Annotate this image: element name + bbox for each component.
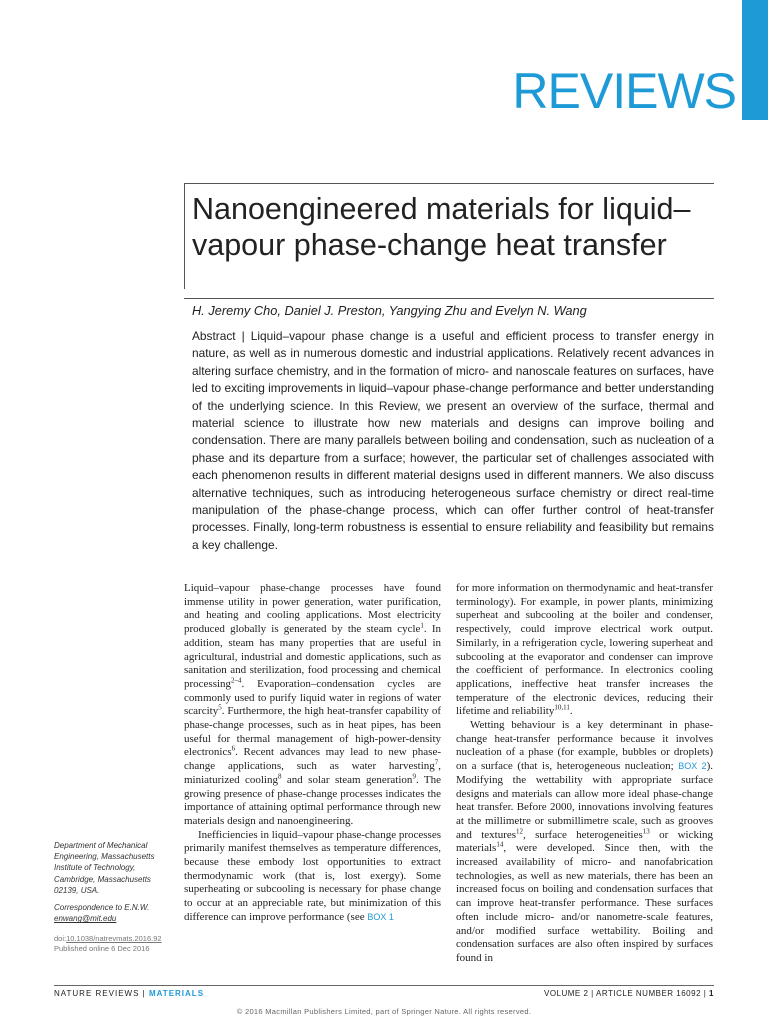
citation-ref[interactable]: 9 [412,772,416,781]
citation-ref[interactable]: 2–4 [231,676,242,685]
authors-rule [184,298,714,299]
citation-ref[interactable]: 6 [231,744,236,753]
citation-ref[interactable]: 7 [434,758,439,767]
title-top-rule [184,183,714,184]
citation-ref[interactable]: 13 [642,827,650,835]
citation-ref[interactable]: 12 [516,827,524,835]
paragraph-intro: Liquid–vapour phase-change processes have found immense utility in power generation, water purification, and heating and cooling applications. Most electricity produced globally is generated by the steam cycle$^1$. In addition, steam has many properties that are useful in agricultural, industrial and domestic applications, such as sanitation and sterilization, food processing and chemical processing$^{2-4}$. Evaporation–condensation cycles are commonly used to purify liquid water in regions of water scarcity$^5$. Furthermore, the high heat-transfer capability of phase-change processes, such as in heat pipes, has been useful for thermal management of high-power-density electronics$^6$. Recent advances may lead to new phase-change applications, such as water harvesting$^7$, miniaturized cooling$^8$ and solar steam generation$^9$. The growing presence of phase-change processes indicates the importance of attaining optimal performance through new materials design and nanoengineering. [184,582,441,827]
body-column-right [456,582,713,966]
footer-rule [54,985,714,986]
section-accent-bar [742,0,768,120]
abstract-text: Abstract | Liquid–vapour phase change is a useful and efficient process to transfer energy in nature, as well as in numerous domestic and industrial applications. Relatively recent advances in altering surface chemistry, and in the formation of micro- and nanoscale features on surfaces, have led to exciting improvements in liquid–vapour phase-change performance and better understanding of the underlying science. In this Review, we present an overview of the surface, thermal and material science to illustrate how new materials and designs can improve boiling and condensation. There are many parallels between boiling and condensation, such as nucleation of a phase and its departure from a surface; however, the particular set of challenges associated with each phenomenon results in different material designs used in different manners. We also discuss alternative techniques, such as introducing heterogeneous surface chemistry or direct real-time manipulation of the phase-change process, which can offer further control of heat-transfer processes. Finally, long-term robustness is essential to ensure reliability and feasibility but remains a key challenge. [192,329,714,552]
journal-section: MATERIALS [148,989,205,998]
citation-ref[interactable]: 1 [420,621,424,630]
citation-ref[interactable]: 10,11 [554,703,570,712]
paragraph-wetting: Wetting behaviour is a key determinant in phase-change heat-transfer performance because it involves nucleation of a phase (for example, bubbles or droplets) on a surface (that is, heterogeneous nucleation; BOX 2). Modifying the wettability with appropriate surface designs and materials can allow more ideal phase-change heat transfer. Before 2000, innovations involving features at the millimetre or submillimetre scale, such as grooves and textures$^{12}$, surface heterogeneities$^{13}$ or wicking materials$^{14}$, were developed. Since then, with the increased availability of micro- and nanofabrication technologies, as well as new materials, there has been an increased focus on boiling and condensation surfaces that can improve heat-transfer performance. These surfaces often include micro- and/or nanometre-scale features, and/or modified surface wettability. Boiling and condensation surfaces are also often inspired by surfaces found in [456,719,714,964]
author-list: H. Jeremy Cho, Daniel J. Preston, Yangying Zhu and Evelyn N. Wang [192,303,587,318]
paragraph-inefficiencies: Inefficiencies in liquid–vapour phase-change processes primarily manifest themselves as temperature differences, because these embody lost opportunities to extract thermodynamic work (that is, lost exergy). Some superheating or subcooling is necessary for phase change to occur at an appreciable rate, but minimization of this difference can improve performance (see BOX 1 [184,828,441,923]
affiliation-sidebar [54,840,174,930]
body-column-left [184,582,441,925]
title-side-rule [184,183,185,289]
correspondence-label: Correspondence to E.N.W. [54,903,150,913]
section-label: REVIEWS [512,63,736,119]
volume-info: VOLUME 2 | ARTICLE NUMBER 16092 | 1 [543,989,714,998]
copyright-notice: © 2016 Macmillan Publishers Limited, part of Springer Nature. All rights reserved. [236,1007,532,1016]
article-title: Nanoengineered materials for liquid–vapour phase-change heat transfer [192,192,691,262]
citation-ref[interactable]: 8 [277,772,282,781]
published-date: Published online 6 Dec 2016 [54,944,150,953]
page-number: 1 [709,989,714,998]
citation-ref[interactable]: 5 [218,703,222,712]
doi-block [54,934,184,954]
doi-link[interactable]: 10.1038/natrevmats.2016.92 [66,934,162,943]
paragraph-inefficiencies-cont: for more information on thermodynamic and heat-transfer terminology). For example, in power plants, minimizing superheat and subcooling at the boiler and condenser, respectively, could improve electrical work output. Similarly, in a refrigeration cycle, lowering superheat and subcooling at the evaporator and condenser can improve the coefficient of performance. In electronics cooling applications, ineffective heat transfer increases the temperature of the electronic devices, reducing their lifetime and reliability$^{10,11}$. [456,582,713,718]
box-link[interactable]: BOX 2 [678,761,707,772]
journal-name: NATURE REVIEWS | MATERIALS [54,989,205,998]
email-link[interactable]: enwang@mit.edu [54,914,117,924]
affiliation-text: Department of Mechanical Engineering, Massachusetts Institute of Technology, Cambridge, Massachusetts 02139, USA. [54,841,155,895]
citation-ref[interactable]: 14 [496,840,504,849]
box-link[interactable]: BOX 1 [367,911,394,922]
doi-prefix: doi: [54,934,67,943]
